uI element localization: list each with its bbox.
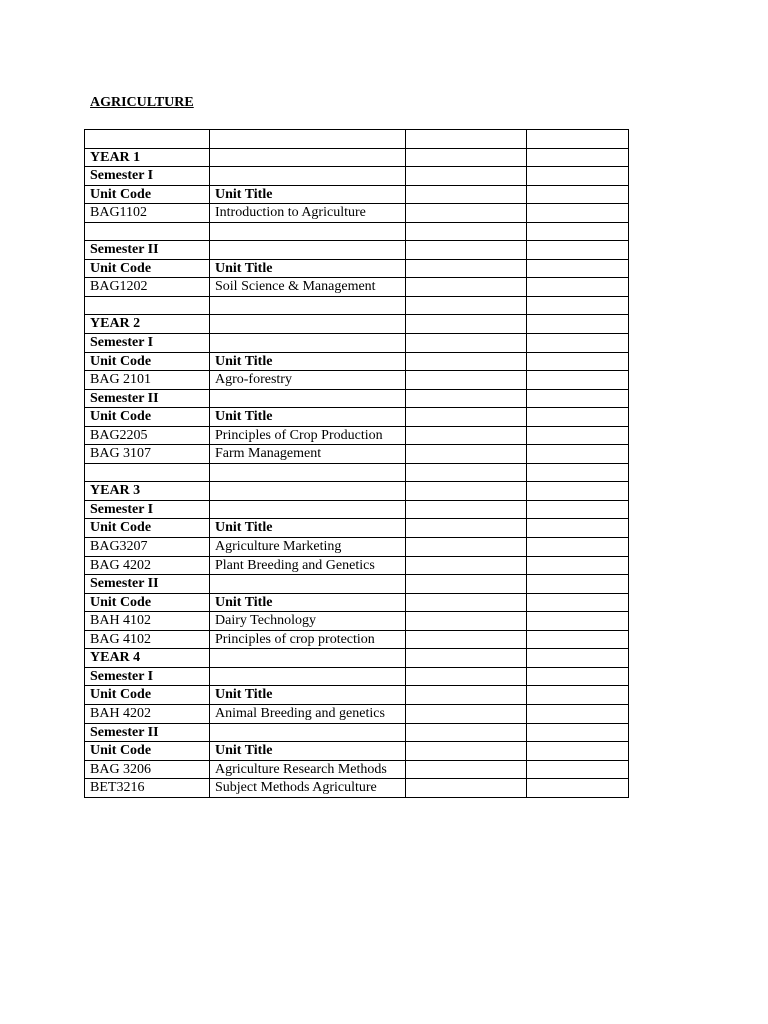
blank-cell <box>527 649 629 668</box>
blank-cell <box>406 649 527 668</box>
unit-title-cell <box>210 500 406 519</box>
blank-cell <box>527 667 629 686</box>
empty-row <box>85 130 629 149</box>
blank-cell <box>406 278 527 297</box>
unit-code-cell: BAH 4102 <box>85 612 210 631</box>
unit-code-cell <box>85 130 210 149</box>
blank-cell <box>406 352 527 371</box>
unit-title-cell <box>210 241 406 260</box>
unit-code-cell: YEAR 4 <box>85 649 210 668</box>
blank-cell <box>527 575 629 594</box>
unit-code-cell: BAG 4202 <box>85 556 210 575</box>
blank-cell <box>406 315 527 334</box>
column-header-row <box>85 259 629 278</box>
unit-title-cell: Dairy Technology <box>210 612 406 631</box>
section-header-row <box>85 148 629 167</box>
section-header-row <box>85 389 629 408</box>
unit-title-cell <box>210 167 406 186</box>
table-row <box>85 278 629 297</box>
unit-code-header: Unit Code <box>85 352 210 371</box>
unit-code-cell: Semester I <box>85 667 210 686</box>
blank-cell <box>527 612 629 631</box>
unit-code-cell: BAG3207 <box>85 538 210 557</box>
unit-title-cell: Animal Breeding and genetics <box>210 704 406 723</box>
unit-title-cell: Plant Breeding and Genetics <box>210 556 406 575</box>
table-row <box>85 612 629 631</box>
section-header-row <box>85 241 629 260</box>
blank-cell <box>527 259 629 278</box>
unit-code-cell: Semester I <box>85 167 210 186</box>
unit-code-cell: BAH 4202 <box>85 704 210 723</box>
unit-title-cell <box>210 667 406 686</box>
unit-title-cell <box>210 389 406 408</box>
column-header-row <box>85 686 629 705</box>
unit-title-cell <box>210 575 406 594</box>
unit-code-cell: BAG2205 <box>85 426 210 445</box>
unit-code-cell: BAG 2101 <box>85 371 210 390</box>
blank-cell <box>527 742 629 761</box>
blank-cell <box>527 222 629 241</box>
section-header-row <box>85 575 629 594</box>
unit-code-cell: BAG 3206 <box>85 760 210 779</box>
table-row <box>85 371 629 390</box>
blank-cell <box>406 556 527 575</box>
unit-code-cell: BET3216 <box>85 779 210 798</box>
blank-cell <box>527 463 629 482</box>
unit-code-cell: Semester I <box>85 500 210 519</box>
blank-cell <box>527 779 629 798</box>
blank-cell <box>527 556 629 575</box>
column-header-row <box>85 742 629 761</box>
section-header-row <box>85 667 629 686</box>
blank-cell <box>406 612 527 631</box>
unit-title-cell <box>210 463 406 482</box>
unit-code-header: Unit Code <box>85 593 210 612</box>
unit-title-cell: Introduction to Agriculture <box>210 204 406 223</box>
blank-cell <box>527 630 629 649</box>
blank-cell <box>406 185 527 204</box>
table-row <box>85 556 629 575</box>
unit-title-header: Unit Title <box>210 185 406 204</box>
unit-code-header: Unit Code <box>85 259 210 278</box>
unit-title-cell: Agriculture Research Methods <box>210 760 406 779</box>
unit-title-cell <box>210 148 406 167</box>
empty-row <box>85 222 629 241</box>
unit-code-cell <box>85 463 210 482</box>
table-row <box>85 630 629 649</box>
unit-code-cell: BAG1102 <box>85 204 210 223</box>
table-row <box>85 204 629 223</box>
unit-title-cell <box>210 296 406 315</box>
section-header-row <box>85 723 629 742</box>
blank-cell <box>406 500 527 519</box>
blank-cell <box>527 500 629 519</box>
unit-code-cell: Semester II <box>85 575 210 594</box>
blank-cell <box>406 204 527 223</box>
blank-cell <box>406 704 527 723</box>
empty-row <box>85 463 629 482</box>
blank-cell <box>527 519 629 538</box>
unit-title-header: Unit Title <box>210 408 406 427</box>
blank-cell <box>527 704 629 723</box>
blank-cell <box>527 278 629 297</box>
blank-cell <box>406 463 527 482</box>
table-row <box>85 760 629 779</box>
blank-cell <box>527 185 629 204</box>
unit-title-header: Unit Title <box>210 686 406 705</box>
blank-cell <box>527 167 629 186</box>
table-row <box>85 426 629 445</box>
blank-cell <box>527 389 629 408</box>
unit-title-cell: Principles of crop protection <box>210 630 406 649</box>
blank-cell <box>406 241 527 260</box>
blank-cell <box>527 538 629 557</box>
blank-cell <box>527 482 629 501</box>
document-heading: AGRICULTURE <box>90 95 194 110</box>
unit-title-cell: Agro-forestry <box>210 371 406 390</box>
unit-code-cell: YEAR 2 <box>85 315 210 334</box>
unit-code-cell <box>85 222 210 241</box>
blank-cell <box>406 686 527 705</box>
blank-cell <box>527 352 629 371</box>
unit-code-cell: YEAR 1 <box>85 148 210 167</box>
blank-cell <box>406 445 527 464</box>
unit-code-header: Unit Code <box>85 408 210 427</box>
blank-cell <box>406 519 527 538</box>
blank-cell <box>527 204 629 223</box>
unit-title-cell <box>210 315 406 334</box>
blank-cell <box>406 482 527 501</box>
unit-code-cell: Semester II <box>85 389 210 408</box>
unit-title-cell <box>210 649 406 668</box>
blank-cell <box>527 371 629 390</box>
table-row <box>85 538 629 557</box>
unit-code-cell: Semester II <box>85 723 210 742</box>
blank-cell <box>406 222 527 241</box>
blank-cell <box>406 723 527 742</box>
blank-cell <box>406 130 527 149</box>
unit-title-cell: Subject Methods Agriculture <box>210 779 406 798</box>
unit-title-cell: Agriculture Marketing <box>210 538 406 557</box>
blank-cell <box>406 426 527 445</box>
section-header-row <box>85 482 629 501</box>
unit-code-cell <box>85 296 210 315</box>
unit-title-cell <box>210 130 406 149</box>
unit-code-cell: BAG 4102 <box>85 630 210 649</box>
unit-code-cell: YEAR 3 <box>85 482 210 501</box>
blank-cell <box>527 148 629 167</box>
blank-cell <box>527 315 629 334</box>
blank-cell <box>406 408 527 427</box>
unit-title-cell: Principles of Crop Production <box>210 426 406 445</box>
unit-code-header: Unit Code <box>85 519 210 538</box>
section-header-row <box>85 500 629 519</box>
column-header-row <box>85 185 629 204</box>
blank-cell <box>406 630 527 649</box>
table-row <box>85 704 629 723</box>
unit-code-header: Unit Code <box>85 742 210 761</box>
blank-cell <box>527 426 629 445</box>
blank-cell <box>406 742 527 761</box>
blank-cell <box>406 167 527 186</box>
blank-cell <box>406 148 527 167</box>
column-header-row <box>85 593 629 612</box>
blank-cell <box>527 723 629 742</box>
unit-title-cell <box>210 482 406 501</box>
unit-title-cell <box>210 723 406 742</box>
table-row <box>85 779 629 798</box>
unit-code-cell: Semester I <box>85 334 210 353</box>
blank-cell <box>527 296 629 315</box>
unit-code-header: Unit Code <box>85 686 210 705</box>
section-header-row <box>85 167 629 186</box>
blank-cell <box>406 779 527 798</box>
unit-title-header: Unit Title <box>210 742 406 761</box>
blank-cell <box>406 593 527 612</box>
column-header-row <box>85 352 629 371</box>
blank-cell <box>527 593 629 612</box>
blank-cell <box>406 575 527 594</box>
unit-title-header: Unit Title <box>210 259 406 278</box>
blank-cell <box>406 667 527 686</box>
unit-code-cell: Semester II <box>85 241 210 260</box>
section-header-row <box>85 315 629 334</box>
blank-cell <box>406 760 527 779</box>
unit-title-header: Unit Title <box>210 593 406 612</box>
blank-cell <box>527 241 629 260</box>
units-table <box>84 129 629 798</box>
column-header-row <box>85 519 629 538</box>
unit-title-header: Unit Title <box>210 352 406 371</box>
blank-cell <box>527 408 629 427</box>
table-row <box>85 445 629 464</box>
blank-cell <box>406 389 527 408</box>
unit-code-header: Unit Code <box>85 185 210 204</box>
unit-title-cell: Soil Science & Management <box>210 278 406 297</box>
unit-code-cell: BAG1202 <box>85 278 210 297</box>
section-header-row <box>85 334 629 353</box>
blank-cell <box>527 760 629 779</box>
blank-cell <box>527 130 629 149</box>
blank-cell <box>527 686 629 705</box>
unit-title-cell <box>210 334 406 353</box>
blank-cell <box>406 259 527 278</box>
empty-row <box>85 296 629 315</box>
section-header-row <box>85 649 629 668</box>
units-table-body <box>85 130 629 798</box>
unit-title-cell: Farm Management <box>210 445 406 464</box>
blank-cell <box>406 371 527 390</box>
blank-cell <box>527 445 629 464</box>
unit-title-header: Unit Title <box>210 519 406 538</box>
blank-cell <box>527 334 629 353</box>
blank-cell <box>406 296 527 315</box>
blank-cell <box>406 538 527 557</box>
column-header-row <box>85 408 629 427</box>
unit-code-cell: BAG 3107 <box>85 445 210 464</box>
blank-cell <box>406 334 527 353</box>
unit-title-cell <box>210 222 406 241</box>
